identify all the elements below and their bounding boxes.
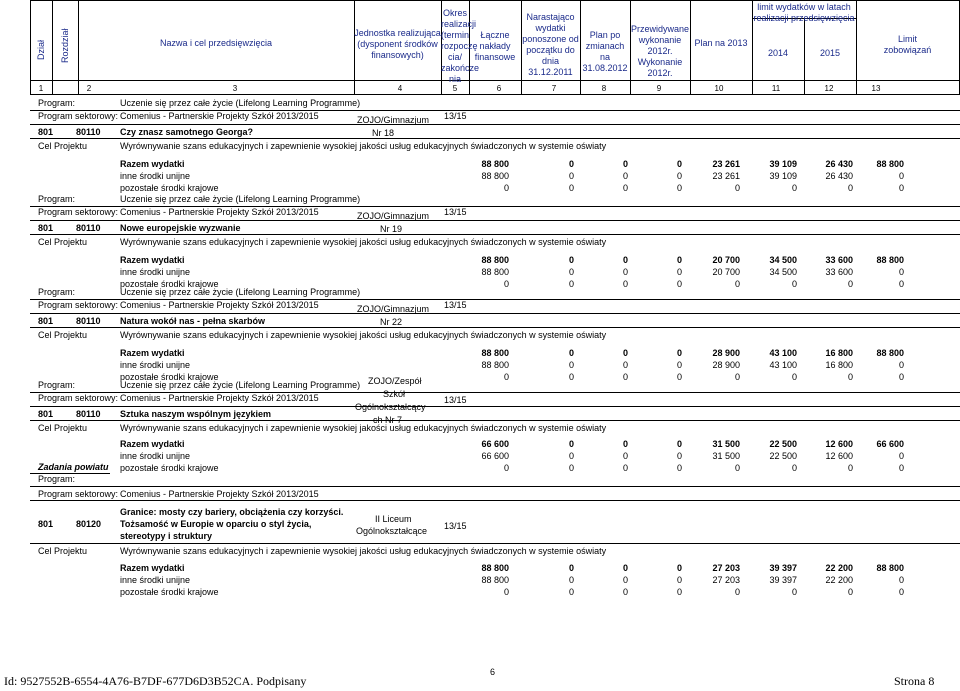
project-name: Czy znasz samotnego Georga?	[120, 127, 254, 137]
col-number: 13	[871, 84, 881, 93]
program-sektorowy-name: Comenius - Partnerskie Projekty Szkół 2013/2015	[120, 489, 319, 499]
program-sektorowy-name: Comenius - Partnerskie Projekty Szkół 2013/2015	[120, 207, 319, 217]
value-cell: 0	[676, 587, 682, 597]
value-cell: 0	[622, 587, 628, 597]
value-cell: 0	[622, 348, 628, 358]
project-name: Sztuka naszym wspólnym językiem	[120, 409, 272, 419]
value-cell: 0	[622, 463, 628, 473]
header-nazwa: Nazwa i cel przedsięwzięcia	[159, 38, 273, 48]
value-cell: 0	[898, 279, 904, 289]
value-cell: 0	[734, 183, 740, 193]
value-cell: 22 500	[769, 451, 797, 461]
row-label-unijne: inne środki unijne	[120, 360, 191, 370]
value-cell: 39 397	[769, 575, 797, 585]
row-label-razem: Razem wydatki	[120, 348, 185, 358]
okres-realizacji: 13/15	[444, 300, 467, 310]
cel-projektu-label: Cel Projektu	[38, 141, 88, 151]
row-divider	[30, 406, 960, 407]
program-label: Program:	[38, 380, 76, 390]
value-cell: 0	[568, 451, 574, 461]
value-cell: 0	[898, 587, 904, 597]
row-divider	[30, 110, 960, 111]
value-cell: 0	[622, 159, 628, 169]
value-cell: 0	[622, 372, 628, 382]
value-cell: 0	[676, 563, 682, 573]
implementing-unit-nr: Nr 18	[372, 128, 395, 138]
value-cell: 88 800	[481, 255, 509, 265]
rozdzial-code: 80110	[76, 127, 101, 137]
cel-projektu-text: Wyrównywanie szans edukacyjnych i zapewnienie wysokiej jakości usług edukacyjnych świadczonych w systemie oświaty	[120, 330, 607, 340]
value-cell: 39 109	[769, 171, 797, 181]
value-cell: 16 800	[825, 348, 853, 358]
value-cell: 0	[847, 279, 853, 289]
row-label-krajowe: pozostałe środki krajowe	[120, 587, 219, 597]
value-cell: 20 700	[712, 255, 740, 265]
value-cell: 66 600	[481, 451, 509, 461]
value-cell: 0	[568, 439, 574, 449]
implementing-unit-nr: Nr 22	[380, 317, 403, 327]
value-cell: 0	[734, 372, 740, 382]
header-2015: 2015	[819, 48, 841, 58]
value-cell: 39 109	[769, 159, 797, 169]
value-cell: 88 800	[481, 563, 509, 573]
value-cell: 0	[568, 171, 574, 181]
value-cell: 0	[898, 267, 904, 277]
value-cell: 28 900	[712, 348, 740, 358]
program-name: Uczenie się przez całe życie (Lifelong Learning Programme)	[120, 380, 361, 390]
value-cell: 0	[734, 279, 740, 289]
cel-projektu-label: Cel Projektu	[38, 423, 88, 433]
header-rozdzial: Rozdział	[60, 28, 70, 63]
value-cell: 20 700	[712, 267, 740, 277]
value-cell: 88 800	[876, 159, 904, 169]
row-divider	[30, 124, 960, 125]
value-cell: 0	[676, 171, 682, 181]
value-cell: 0	[791, 372, 797, 382]
value-cell: 27 203	[712, 575, 740, 585]
header-jednostka: Jednostka realizująca (dysponent środków finansowych)	[354, 28, 441, 60]
header-plan-2013: Plan na 2013	[694, 38, 748, 48]
implementing-unit-line: Ogólnokształcący	[355, 402, 426, 412]
row-divider	[30, 392, 960, 393]
value-cell: 31 500	[712, 451, 740, 461]
value-cell: 0	[898, 360, 904, 370]
header-narastajaco: Narastająco wydatki ponoszone od początku do dnia 31.12.2011	[522, 12, 579, 77]
row-divider	[30, 234, 960, 235]
cel-projektu-text: Wyrównywanie szans edukacyjnych i zapewnienie wysokiej jakości usług edukacyjnych świadczonych w systemie oświaty	[120, 237, 607, 247]
document-id: Id: 9527552B-6554-4A76-B7DF-677D6D3B52CA. Podpisany	[4, 674, 307, 688]
value-cell: 0	[676, 360, 682, 370]
col-number: 6	[496, 84, 502, 93]
value-cell: 26 430	[825, 159, 853, 169]
row-divider	[30, 500, 960, 501]
program-sektorowy-label: Program sektorowy:	[38, 300, 119, 310]
row-label-razem: Razem wydatki	[120, 563, 185, 573]
value-cell: 26 430	[825, 171, 853, 181]
value-cell: 39 397	[769, 563, 797, 573]
value-cell: 0	[734, 587, 740, 597]
col-number: 7	[551, 84, 557, 93]
value-cell: 22 200	[825, 575, 853, 585]
row-label-razem: Razem wydatki	[120, 159, 185, 169]
value-cell: 66 600	[876, 439, 904, 449]
row-label-unijne: inne środki unijne	[120, 171, 191, 181]
value-cell: 0	[568, 587, 574, 597]
col-number: 9	[656, 84, 662, 93]
value-cell: 0	[676, 159, 682, 169]
cel-projektu-label: Cel Projektu	[38, 546, 88, 556]
row-label-krajowe: pozostałe środki krajowe	[120, 183, 219, 193]
value-cell: 31 500	[712, 439, 740, 449]
program-label: Program:	[38, 474, 76, 484]
implementing-unit: II Liceum	[375, 514, 412, 524]
program-sektorowy-name: Comenius - Partnerskie Projekty Szkół 2013/2015	[120, 393, 319, 403]
value-cell: 0	[568, 183, 574, 193]
value-cell: 0	[847, 587, 853, 597]
project-name: Natura wokół nas - pełna skarbów	[120, 316, 266, 326]
program-label: Program:	[38, 98, 76, 108]
value-cell: 0	[568, 372, 574, 382]
cel-projektu-text: Wyrównywanie szans edukacyjnych i zapewnienie wysokiej jakości usług edukacyjnych świadczonych w systemie oświaty	[120, 423, 607, 433]
value-cell: 0	[791, 463, 797, 473]
value-cell: 0	[568, 255, 574, 265]
col-number: 12	[824, 84, 834, 93]
value-cell: 0	[503, 463, 509, 473]
value-cell: 0	[622, 451, 628, 461]
header-laczne: Łączne nakłady finansowe	[474, 30, 516, 62]
project-name-line: Granice: mosty czy bariery, obciążenia czy korzyści.	[120, 507, 344, 517]
program-sektorowy-label: Program sektorowy:	[38, 111, 119, 121]
rozdzial-code: 80110	[76, 409, 101, 419]
header-2014: 2014	[767, 48, 789, 58]
value-cell: 0	[676, 255, 682, 265]
value-cell: 0	[791, 587, 797, 597]
program-sektorowy-label: Program sektorowy:	[38, 393, 119, 403]
program-label: Program:	[38, 194, 76, 204]
value-cell: 0	[676, 451, 682, 461]
program-sektorowy-name: Comenius - Partnerskie Projekty Szkół 2013/2015	[120, 111, 319, 121]
value-cell: 0	[898, 372, 904, 382]
value-cell: 0	[568, 159, 574, 169]
col-number: 1	[38, 84, 44, 93]
row-divider	[30, 220, 960, 221]
implementing-unit-nr: Nr 19	[380, 224, 403, 234]
col-number: 8	[601, 84, 607, 93]
value-cell: 22 200	[825, 563, 853, 573]
value-cell: 33 600	[825, 267, 853, 277]
row-label-razem: Razem wydatki	[120, 255, 185, 265]
row-divider	[30, 206, 960, 207]
value-cell: 0	[503, 279, 509, 289]
value-cell: 0	[676, 348, 682, 358]
okres-realizacji: 13/15	[444, 395, 467, 405]
value-cell: 0	[568, 279, 574, 289]
header-okres: Okres realizacji (termin rozpoczę cia/ zakończe nia	[441, 8, 480, 84]
value-cell: 0	[791, 279, 797, 289]
value-cell: 88 800	[481, 159, 509, 169]
row-label-krajowe: pozostałe środki krajowe	[120, 279, 219, 289]
cel-projektu-text: Wyrównywanie szans edukacyjnych i zapewnienie wysokiej jakości usług edukacyjnych świadczonych w systemie oświaty	[120, 546, 607, 556]
value-cell: 88 800	[876, 255, 904, 265]
program-name: Uczenie się przez całe życie (Lifelong Learning Programme)	[120, 98, 361, 108]
col-number: 3	[232, 84, 238, 93]
dzial-code: 801	[38, 316, 54, 326]
value-cell: 0	[847, 372, 853, 382]
value-cell: 0	[898, 575, 904, 585]
value-cell: 0	[676, 372, 682, 382]
value-cell: 0	[622, 360, 628, 370]
value-cell: 0	[791, 183, 797, 193]
program-name: Uczenie się przez całe życie (Lifelong Learning Programme)	[120, 287, 361, 297]
value-cell: 0	[898, 451, 904, 461]
value-cell: 0	[622, 171, 628, 181]
row-divider	[30, 327, 960, 328]
value-cell: 0	[503, 372, 509, 382]
value-cell: 22 500	[769, 439, 797, 449]
program-sektorowy-label: Program sektorowy:	[38, 489, 119, 499]
row-divider	[30, 543, 960, 544]
okres-realizacji: 13/15	[444, 521, 467, 531]
value-cell: 28 900	[712, 360, 740, 370]
value-cell: 12 600	[825, 439, 853, 449]
value-cell: 0	[622, 183, 628, 193]
value-cell: 12 600	[825, 451, 853, 461]
value-cell: 0	[622, 279, 628, 289]
value-cell: 0	[676, 267, 682, 277]
value-cell: 88 800	[481, 360, 509, 370]
row-divider	[30, 473, 110, 474]
row-divider	[30, 313, 960, 314]
value-cell: 88 800	[481, 171, 509, 181]
value-cell: 0	[622, 255, 628, 265]
value-cell: 0	[676, 463, 682, 473]
row-divider	[30, 138, 960, 139]
value-cell: 0	[568, 563, 574, 573]
header-przewidywane: Przewidywane wykonanie 2012r. Wykonanie 2012r.	[630, 24, 690, 78]
implementing-unit-line: Ogólnokształcące	[356, 526, 428, 536]
value-cell: 0	[568, 575, 574, 585]
implementing-unit-line: Szkół	[383, 389, 406, 399]
value-cell: 27 203	[712, 563, 740, 573]
dzial-code: 801	[38, 127, 54, 137]
value-cell: 0	[847, 183, 853, 193]
row-divider	[30, 420, 960, 421]
header-plan-po: Plan po zmianach na 31.08.2012	[582, 30, 628, 73]
value-cell: 88 800	[481, 267, 509, 277]
value-cell: 34 500	[769, 255, 797, 265]
project-name-line: stereotypy i struktury	[120, 531, 213, 541]
header-limit-wydatkow: limit wydatków w latach realizacji przedsięwzięcia	[753, 2, 855, 23]
value-cell: 34 500	[769, 267, 797, 277]
okres-realizacji: 13/15	[444, 111, 467, 121]
page-label: Strona 8	[894, 674, 935, 688]
value-cell: 88 800	[876, 563, 904, 573]
value-cell: 0	[568, 360, 574, 370]
value-cell: 0	[568, 348, 574, 358]
page-number: 6	[490, 667, 496, 677]
value-cell: 0	[898, 183, 904, 193]
value-cell: 0	[734, 463, 740, 473]
implementing-unit: ZOJO/Zespół	[368, 376, 422, 386]
header-dzial: Dział	[36, 39, 46, 60]
implementing-unit-line: ch Nr 7	[373, 415, 403, 425]
value-cell: 0	[622, 563, 628, 573]
implementing-unit: ZOJO/Gimnazjum	[357, 304, 430, 314]
value-cell: 0	[676, 575, 682, 585]
value-cell: 66 600	[481, 439, 509, 449]
value-cell: 0	[503, 587, 509, 597]
row-label-unijne: inne środki unijne	[120, 451, 191, 461]
value-cell: 88 800	[876, 348, 904, 358]
rozdzial-code: 80110	[76, 223, 101, 233]
value-cell: 0	[622, 575, 628, 585]
project-name-line: Tożsamość w Europie w oparciu o styl życia,	[120, 519, 312, 529]
row-label-unijne: inne środki unijne	[120, 267, 191, 277]
dzial-code: 801	[38, 519, 54, 529]
col-number: 11	[771, 84, 781, 93]
value-cell: 88 800	[481, 575, 509, 585]
dzial-code: 801	[38, 409, 54, 419]
value-cell: 88 800	[481, 348, 509, 358]
row-label-unijne: inne środki unijne	[120, 575, 191, 585]
row-divider	[30, 486, 960, 487]
rozdzial-code: 80120	[76, 519, 102, 529]
col-number: 4	[397, 84, 403, 93]
value-cell: 0	[676, 279, 682, 289]
dzial-code: 801	[38, 223, 54, 233]
col-number: 2	[86, 84, 92, 93]
program-name: Uczenie się przez całe życie (Lifelong Learning Programme)	[120, 194, 361, 204]
col-number: 10	[714, 84, 724, 93]
cel-projektu-text: Wyrównywanie szans edukacyjnych i zapewnienie wysokiej jakości usług edukacyjnych świadczonych w systemie oświaty	[120, 141, 607, 151]
value-cell: 33 600	[825, 255, 853, 265]
row-label-krajowe: pozostałe środki krajowe	[120, 372, 219, 382]
program-sektorowy-name: Comenius - Partnerskie Projekty Szkół 2013/2015	[120, 300, 319, 310]
header-limit-zobowiazan: Limit zobowiązań	[883, 34, 932, 55]
row-label-krajowe: pozostałe środki krajowe	[120, 463, 219, 473]
value-cell: 43 100	[769, 360, 797, 370]
value-cell: 0	[847, 463, 853, 473]
value-cell: 0	[503, 183, 509, 193]
value-cell: 0	[898, 463, 904, 473]
value-cell: 0	[676, 439, 682, 449]
cel-projektu-label: Cel Projektu	[38, 330, 88, 340]
row-label-razem: Razem wydatki	[120, 439, 185, 449]
col-number: 5	[452, 84, 458, 93]
value-cell: 0	[622, 267, 628, 277]
program-label: Program:	[38, 287, 76, 297]
project-name: Nowe europejskie wyzwanie	[120, 223, 241, 233]
value-cell: 43 100	[769, 348, 797, 358]
program-sektorowy-label: Program sektorowy:	[38, 207, 119, 217]
okres-realizacji: 13/15	[444, 207, 467, 217]
row-divider	[30, 299, 960, 300]
value-cell: 16 800	[825, 360, 853, 370]
rozdzial-code: 80110	[76, 316, 101, 326]
value-cell: 0	[622, 439, 628, 449]
implementing-unit: ZOJO/Gimnazjum	[357, 115, 430, 125]
value-cell: 0	[568, 267, 574, 277]
cel-projektu-label: Cel Projektu	[38, 237, 88, 247]
zadania-powiatu-label: Zadania powiatu	[38, 462, 109, 472]
value-cell: 0	[676, 183, 682, 193]
value-cell: 23 261	[712, 159, 740, 169]
value-cell: 23 261	[712, 171, 740, 181]
implementing-unit: ZOJO/Gimnazjum	[357, 211, 430, 221]
value-cell: 0	[568, 463, 574, 473]
value-cell: 0	[898, 171, 904, 181]
